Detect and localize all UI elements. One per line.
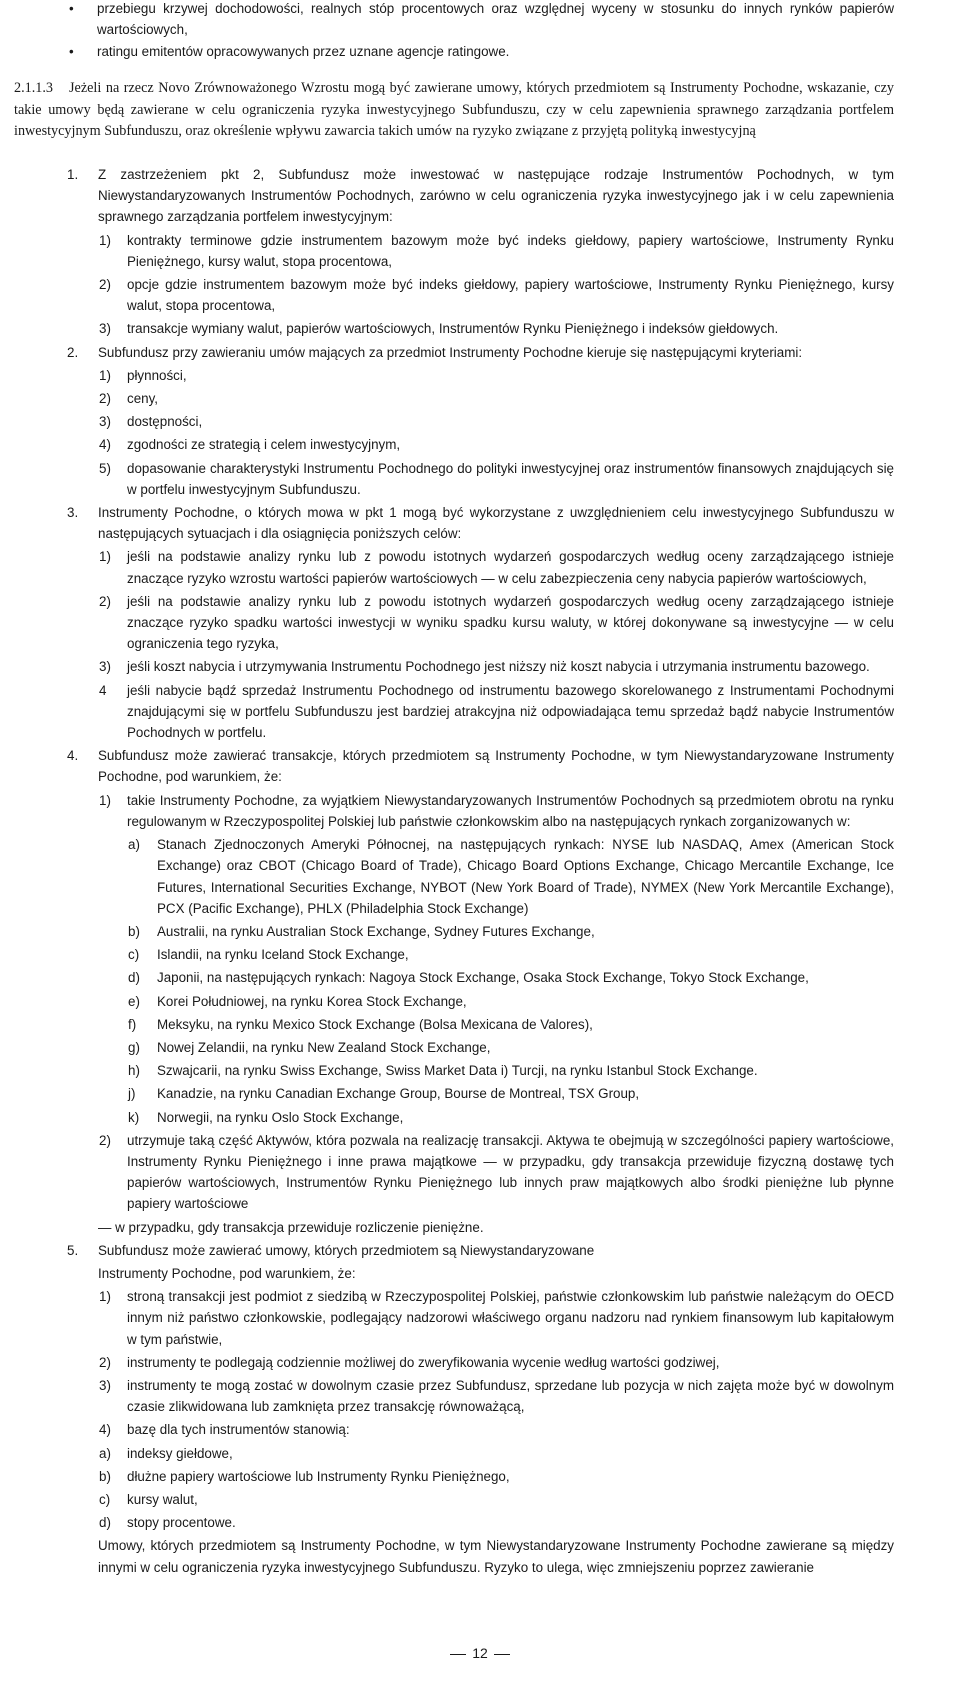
bullet-list: [0, 0, 960, 63]
list-item-number: 1): [99, 792, 111, 808]
paragraph-number: 1.: [67, 167, 79, 182]
base-item: [0, 1466, 960, 1487]
base-letter: a): [99, 1445, 111, 1461]
list-item-text: jeśli na podstawie analizy rynku lub z powodu istotnych wydarzeń gospodarczych według oceny zarządzającego istnieje znaczące ryzyko wzrostu wartości papierów wartościowych — w celu zabezpieczenia ceny nabycia papierów wartościowych,: [127, 549, 894, 586]
base-text: kursy walut,: [127, 1491, 198, 1507]
list-item: [0, 546, 960, 588]
list-item-text: stroną transakcji jest podmiot z siedzibą w Rzeczypospolitej Polskiej, państwie członkowskim lub państwie należącym do OECD innym niż państwo członkowskie, podlegający nadzorowi właściwego organu nadzoru nad rynkiem finansowym lub kapitałowym w tym państwie,: [127, 1289, 894, 1347]
market-item: [0, 944, 960, 965]
market-text: Korei Południowej, na rynku Korea Stock Exchange,: [157, 993, 467, 1009]
paragraph-5-continuation: [0, 1263, 960, 1284]
bullet-icon: •: [69, 44, 74, 60]
list-item-text: jeśli koszt nabycia i utrzymywania Instrumentu Pochodnego jest niższy niż koszt nabycia i utrzymania instrumentu bazowego.: [127, 659, 870, 675]
base-text: dłużne papiery wartościowe lub Instrumenty Rynku Pieniężnego,: [127, 1468, 510, 1484]
market-text: Kanadzie, na rynku Canadian Exchange Group, Bourse de Montreal, TSX Group,: [157, 1086, 640, 1102]
list-item: [0, 411, 960, 432]
list-item: [0, 656, 960, 677]
market-item: [0, 1037, 960, 1058]
list-item-text: instrumenty te podlegają codziennie możliwej do zweryfikowania wycenie według wartości godziwej,: [127, 1354, 720, 1370]
list-item: [0, 274, 960, 316]
market-letter: d): [128, 970, 140, 986]
bullet-icon: •: [69, 1, 74, 16]
market-letter: c): [128, 947, 140, 963]
list-item-text: zgodności ze strategią i celem inwestycyjnym,: [127, 437, 401, 453]
market-item: [0, 1014, 960, 1035]
list-item: [0, 790, 960, 832]
paragraph-text: Subfundusz może zawierać transakcje, których przedmiotem są Instrumenty Pochodne, w tym Niewystandaryzowane Instrumenty Pochodne, pod warunkiem, że:: [98, 748, 894, 785]
paragraph-text: Instrumenty Pochodne, pod warunkiem, że:: [98, 1265, 356, 1281]
main-body: [0, 164, 960, 1578]
list-item: [0, 365, 960, 386]
list-item-number: 2): [99, 391, 111, 407]
market-letter: g): [128, 1039, 140, 1055]
list-item-text: takie Instrumenty Pochodne, za wyjątkiem Niewystandaryzowanych Instrumentów Pochodnych są przedmiotem obrotu na rynku regulowanym w Rzeczypospolitej Polskiej lub państwie członkowskim albo na następujących rynkach zorganizowanych w:: [127, 792, 894, 829]
list-item: [0, 1419, 960, 1440]
list-item-number: 2): [99, 1132, 111, 1148]
market-text: Stanach Zjednoczonych Ameryki Północnej, na następujących rynkach: NYSE lub NASDAQ, Amex (American Stock Exchange) oraz CBOT (Chicago Board of Trade), Chicago Board Options Exchange, Chicago Mercantile Exchange, Ice Futures, International Securities Exchange, NYBOT (New York Board of Trade), NYMEX (New York Mercantile Exchange), PCX (Pacific Exchange), PHLX (Philadelphia Stock Exchange): [157, 837, 894, 916]
market-text: Szwajcarii, na rynku Swiss Exchange, Swiss Market Data i) Turcji, na rynku Istanbul Stock Exchange.: [157, 1063, 758, 1079]
market-letter: h): [128, 1063, 140, 1079]
paragraph-4: [0, 745, 960, 787]
bullet-text: przebiegu krzywej dochodowości, realnych stóp procentowych oraz względnej wyceny w stosunku do innych rynków papierów wartościowych,: [97, 1, 894, 38]
list-item-text: utrzymuje taką część Aktywów, która pozwala na realizację transakcji. Aktywa te obejmują w szczególności papiery wartościowe, Instrumenty Rynku Pieniężnego i inne prawa majątkowe — w przypadku, gdy transakcja przewiduje fizyczną dostawę tych papierów wartościowych, Instrumentów Rynku Pieniężnego lub innych praw majątkowych albo środki pieniężne lub płynne papiery wartościowe: [127, 1132, 894, 1212]
list-item-text: bazę dla tych instrumentów stanowią:: [127, 1422, 350, 1438]
list-item-number: 2): [99, 1354, 111, 1370]
list-item: [0, 591, 960, 655]
list-item-number: 1): [99, 232, 111, 248]
page-footer: [0, 1643, 960, 1664]
list-item: [0, 1352, 960, 1373]
page-number: 12: [472, 1645, 488, 1661]
market-letter: k): [128, 1109, 140, 1125]
market-text: Norwegii, na rynku Oslo Stock Exchange,: [157, 1109, 404, 1125]
market-letter: j): [128, 1086, 136, 1102]
paragraph-5: [0, 1240, 960, 1261]
list-item-number: 4): [99, 1422, 111, 1438]
market-letter: e): [128, 993, 140, 1009]
list-item-number: 3): [99, 414, 111, 430]
paragraph-1: [0, 164, 960, 228]
paragraph-number: 4.: [67, 748, 79, 764]
paragraph-text: Instrumenty Pochodne, o których mowa w pkt 1 mogą być wykorzystane z uwzględnieniem celu inwestycyjnego Subfunduszu w następujących sytuacjach i dla osiągnięcia poniższych celów:: [98, 505, 894, 542]
base-letter: d): [99, 1515, 111, 1531]
list-item-text: płynności,: [127, 367, 187, 383]
section-2-1-1-3: [0, 78, 960, 143]
paragraph-number: 5.: [67, 1242, 79, 1258]
market-letter: a): [128, 837, 140, 853]
paragraph-text: Z zastrzeżeniem pkt 2, Subfundusz może inwestować w następujące rodzaje Instrumentów Pochodnych, w tym Niewystandaryzowanych Instrumentów Pochodnych, zarówno w celu ograniczenia ryzyka inwestycyjnego jak i w celu zapewnienia sprawnego zarządzania portfelem inwestycyjnym:: [98, 167, 894, 225]
paragraph-number: 2.: [67, 344, 79, 360]
closing-paragraph: [0, 1535, 960, 1577]
list-item: [0, 388, 960, 409]
footer-dash-right: [494, 1654, 510, 1655]
list-item: [0, 1286, 960, 1350]
list-item: [0, 230, 960, 272]
list-item-number: 4: [99, 682, 107, 698]
list-item-number: 1): [99, 1289, 111, 1305]
market-item: [0, 834, 960, 919]
list-item-number: 4): [99, 437, 111, 453]
list-item-text: ceny,: [127, 391, 159, 407]
list-item-text: instrumenty te mogą zostać w dowolnym czasie przez Subfundusz, sprzedane lub pozycja w nich zajęta może być w dowolnym czasie zlikwidowana lub zamknięta przez transakcję równoważącą,: [127, 1377, 894, 1415]
list-item-number: 1): [99, 549, 111, 565]
paragraph-2: [0, 342, 960, 363]
market-item: [0, 1060, 960, 1081]
list-item-text: transakcje wymiany walut, papierów wartościowych, Instrumentów Rynku Pieniężnego i indeksów giełdowych.: [127, 321, 779, 337]
trailing-text: [0, 1217, 960, 1238]
market-item: [0, 1083, 960, 1104]
market-item: [0, 921, 960, 942]
paragraph-number: 3.: [67, 505, 79, 521]
list-item: [0, 1130, 960, 1215]
market-letter: b): [128, 923, 140, 939]
paragraph-text: Subfundusz przy zawieraniu umów mających za przedmiot Instrumenty Pochodne kieruje się następującymi kryteriami:: [98, 344, 803, 360]
base-text: stopy procentowe.: [127, 1515, 236, 1531]
list-item-number: 3): [99, 659, 111, 675]
list-item-text: jeśli nabycie bądź sprzedaż Instrumentu Pochodnego od instrumentu bazowego skorelowanego z Instrumentami Pochodnymi znajdującymi się w portfelu Subfunduszu jest bardziej atrakcyjna niż odpowiadająca temu sprzedaż bądź nabycie Instrumentów Pochodnych w portfelu.: [127, 682, 894, 741]
market-item: [0, 967, 960, 988]
bullet-item: [0, 0, 960, 40]
base-item: [0, 1512, 960, 1533]
list-item-number: 2): [99, 277, 111, 293]
list-item: [0, 434, 960, 455]
base-item: [0, 1489, 960, 1510]
base-letter: c): [99, 1491, 111, 1507]
market-text: Islandii, na rynku Iceland Stock Exchange,: [157, 947, 409, 963]
market-text: Australii, na rynku Australian Stock Exchange, Sydney Futures Exchange,: [157, 923, 595, 939]
footer-dash-left: [450, 1654, 466, 1655]
bullet-item: [0, 41, 960, 62]
list-item-number: 3): [99, 321, 111, 337]
list-item: [0, 1375, 960, 1417]
section-number: 2.1.1.3: [14, 80, 54, 96]
section-heading-text: Jeżeli na rzecz Novo Zrównoważonego Wzrostu mogą być zawierane umowy, których przedmiotem są Instrumenty Pochodne, wskazanie, czy takie umowy będą zawierane w celu ograniczenia ryzyka inwestycyjnego Subfunduszu, czy w celu zapewnienia sprawnego zarządzania portfelem inwestycyjnym Subfunduszu, oraz określenie wpływu zawarcia takich umów na ryzyko związane z przyjętą polityką inwestycyjną: [14, 80, 894, 139]
section-heading: [0, 78, 960, 143]
market-item: [0, 1107, 960, 1128]
trailing-text-span: — w przypadku, gdy transakcja przewiduje rozliczenie pieniężne.: [98, 1219, 484, 1235]
base-letter: b): [99, 1468, 111, 1484]
bullet-text: ratingu emitentów opracowywanych przez uznane agencje ratingowe.: [97, 44, 510, 60]
paragraph-3: [0, 502, 960, 544]
market-item: [0, 991, 960, 1012]
list-item-number: 1): [99, 367, 111, 383]
list-item-number: 5): [99, 460, 111, 476]
list-item-number: 3): [99, 1377, 111, 1393]
base-item: [0, 1443, 960, 1464]
list-item-number: 2): [99, 593, 111, 609]
list-item-text: dopasowanie charakterystyki Instrumentu Pochodnego do polityki inwestycyjnej oraz instrumentów finansowych znajdujących się w portfelu inwestycyjnym Subfunduszu.: [127, 460, 894, 497]
list-item-text: kontrakty terminowe gdzie instrumentem bazowym może być indeks giełdowy, papiery wartościowe, Instrumenty Rynku Pieniężnego, kursy walut, stopa procentowa,: [127, 232, 894, 269]
base-text: indeksy giełdowe,: [127, 1445, 233, 1461]
market-text: Japonii, na następujących rynkach: Nagoya Stock Exchange, Osaka Stock Exchange, Tokyo Stock Exchange,: [157, 970, 809, 986]
paragraph-text: Subfundusz może zawierać umowy, których przedmiotem są Niewystandaryzowane: [98, 1242, 595, 1258]
market-text: Nowej Zelandii, na rynku New Zealand Stock Exchange,: [157, 1039, 491, 1055]
list-item: [0, 680, 960, 744]
list-item-text: dostępności,: [127, 414, 203, 430]
list-item-text: opcje gdzie instrumentem bazowym może być indeks giełdowy, papiery wartościowe, Instrumenty Rynku Pieniężnego, kursy walut, stopa procentowa,: [127, 277, 894, 314]
market-letter: f): [128, 1016, 137, 1032]
closing-text: Umowy, których przedmiotem są Instrumenty Pochodne, w tym Niewystandaryzowane Instrumenty Pochodne zawierane są między innymi w celu ograniczenia ryzyka inwestycyjnego Subfunduszu. Ryzyko to ulega, więc zmniejszeniu poprzez zawieranie: [98, 1538, 894, 1575]
market-text: Meksyku, na rynku Mexico Stock Exchange (Bolsa Mexicana de Valores),: [157, 1016, 593, 1032]
list-item-text: jeśli na podstawie analizy rynku lub z powodu istotnych wydarzeń gospodarczych według oceny zarządzającego istnieje znaczące ryzyko spadku wartości inwestycji w wyniku spadku kursu waluty, w której dokonywane są inwestycyjne — w celu ograniczenia tego ryzyka,: [127, 593, 894, 652]
list-item: [0, 318, 960, 339]
list-item: [0, 458, 960, 500]
